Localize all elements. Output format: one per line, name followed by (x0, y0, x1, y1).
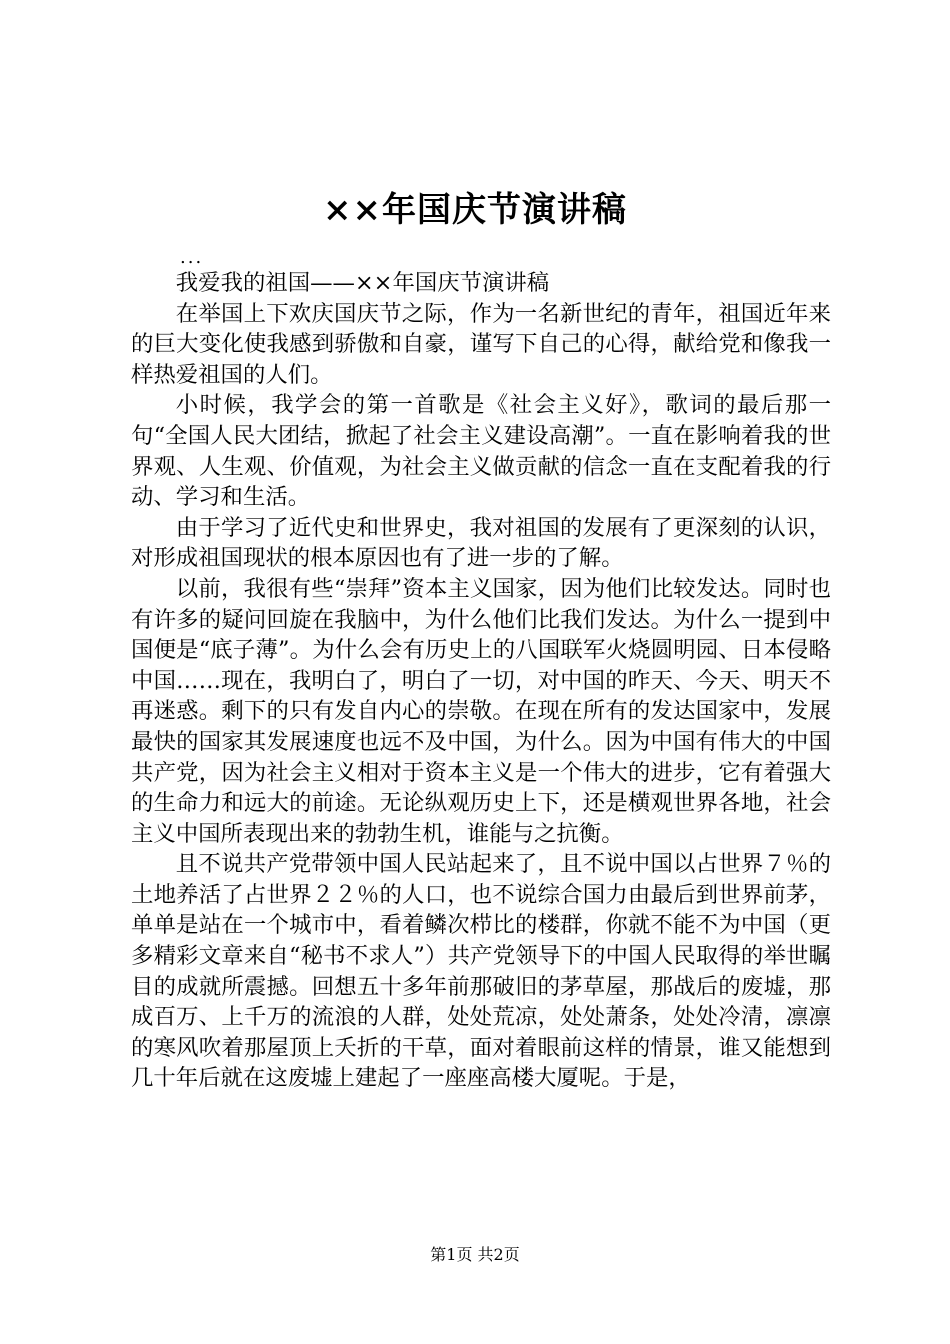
paragraph: 小时候，我学会的第一首歌是《社会主义好》，歌词的最后那一句“全国人民大团结，掀起了社会主义建设高潮”。一直在影响着我的世界观、人生观、价值观，为社会主义做贡献的信念一直在支配着我的行动、学习和生活。 (131, 392, 831, 511)
document-body (131, 268, 831, 1094)
document-title: ××年国庆节演讲稿 (323, 190, 627, 230)
paragraph-subtitle: 我爱我的祖国——××年国庆节演讲稿 (175, 270, 550, 296)
paragraph: 由于学习了近代史和世界史，我对祖国的发展有了更深刻的认识，对形成祖国现状的根本原因也有了进一步的了解。 (131, 514, 831, 572)
paragraph: 以前，我很有些“崇拜”资本主义国家，因为他们比较发达。同时也有许多的疑问回旋在我脑中，为什么他们比我们发达。为什么一提到中国便是“底子薄”。为什么会有历史上的八国联军火烧圆明园、日本侵略中国……现在，我明白了，明白了一切，对中国的昨天、今天、明天不再迷惑。剩下的只有发自内心的崇敬。在现在所有的发达国家中，发展最快的国家其发展速度也远不及中国，为什么。因为中国有伟大的中国共产党，因为社会主义相对于资本主义是一个伟大的进步，它有着强大的生命力和远大的前途。无论纵观历史上下，还是横观世界各地，社会主义中国所表现出来的勃勃生机，谁能与之抗衡。 (131, 575, 831, 847)
page-number-footer: 第1页 共2页 (430, 1245, 520, 1264)
paragraph: 且不说共产党带领中国人民站起来了，且不说中国以占世界７％的土地养活了占世界２２％的人口，也不说综合国力由最后到世界前茅，单单是站在一个城市中，看着鳞次栉比的楼群，你就不能不为中国（更多精彩文章来自“秘书不求人”）共产党领导下的中国人民取得的举世瞩目的成就所震撼。回想五十多年前那破旧的茅草屋，那战后的废墟，那成百万、上千万的流浪的人群，处处荒凉，处处萧条，处处冷清，凛凛的寒风吹着那屋顶上夭折的干草，面对着眼前这样的情景，谁又能想到几十年后就在这废墟上建起了一座座高楼大厦呢。于是， (131, 851, 831, 1092)
paragraph: 在举国上下欢庆国庆节之际，作为一名新世纪的青年，祖国近年来的巨大变化使我感到骄傲和自豪，谨写下自己的心得，献给党和像我一样热爱祖国的人们。 (131, 300, 831, 388)
ellipsis-marker: ... (180, 247, 204, 268)
